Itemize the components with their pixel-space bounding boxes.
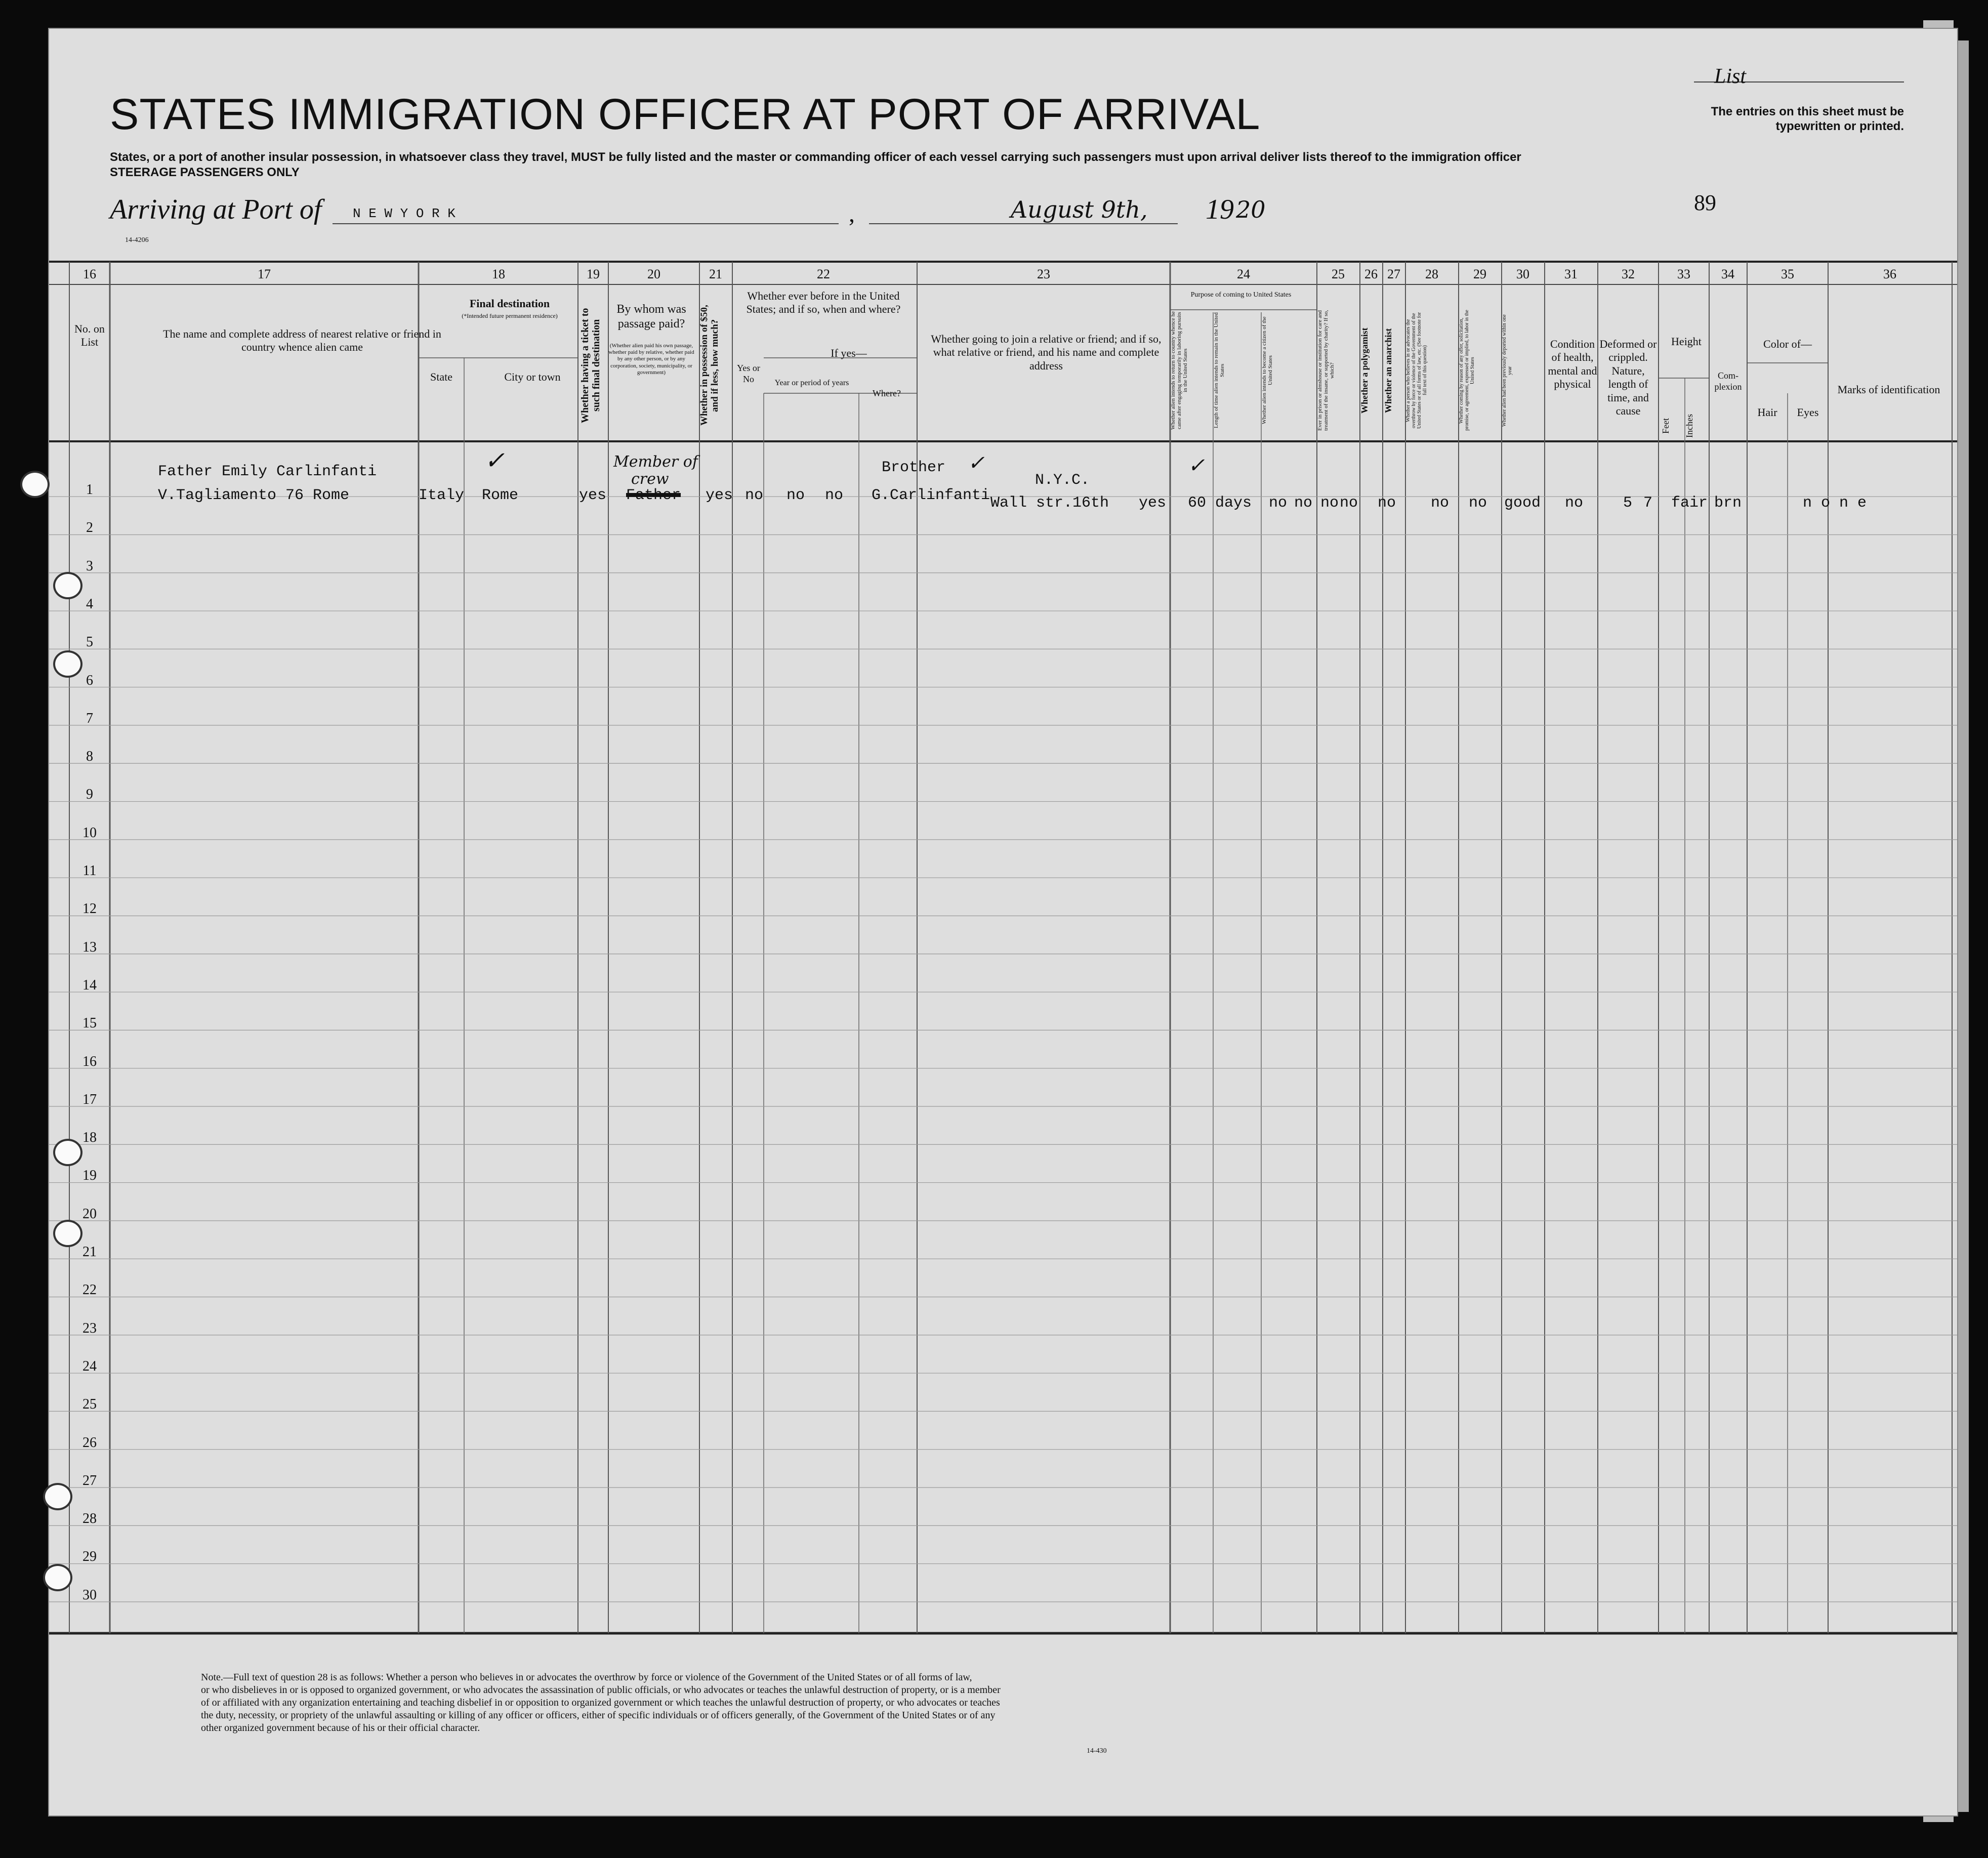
row-number: 13 — [82, 939, 97, 955]
instructions-text: The entries on this sheet must be typewritten or printed. — [1711, 105, 1904, 133]
column-number: 34 — [1721, 267, 1734, 281]
punch-hole — [53, 1139, 82, 1166]
header-if-yes: If yes— — [831, 347, 867, 359]
port-comma: , — [849, 200, 855, 227]
header-length-stay: Length of time alien intends to remain in the United States — [1213, 312, 1226, 429]
height-feet-value: 5 — [1623, 494, 1633, 512]
row-number: 30 — [82, 1587, 97, 1603]
row-number: 12 — [82, 901, 97, 917]
year-value: no — [786, 487, 805, 504]
footnote-line: Note.—Full text of question 28 is as follows: Whether a person who believes in or advocates the overthrow by force or violence of the Government of the United States or of all forms of law, — [201, 1672, 972, 1683]
header-purpose: Purpose of coming to United States — [1190, 291, 1292, 299]
column-number: 22 — [817, 267, 830, 281]
column-number: 33 — [1677, 267, 1690, 281]
row-number: 2 — [86, 520, 93, 536]
row-number: 9 — [86, 787, 93, 803]
header-yes-no: Yes or No — [737, 363, 760, 384]
column-number: 30 — [1516, 267, 1529, 281]
port-label: Arriving at Port of — [110, 194, 322, 225]
row-number: 6 — [86, 672, 93, 688]
row-number: 4 — [86, 596, 93, 612]
header-height: Height — [1671, 335, 1702, 348]
passage-paid-hand: Member of — [613, 453, 698, 471]
polygamist-value: no — [1320, 494, 1339, 512]
column-number: 29 — [1473, 267, 1486, 281]
column-number: 35 — [1781, 267, 1794, 281]
header-intend-return: Whether alien intends to return to country whence he came after engaging temporarily in laboring pursuits in the United States — [1170, 311, 1189, 430]
row-number: 19 — [82, 1168, 97, 1184]
anarchist-value: no — [1340, 494, 1358, 512]
header-passage-paid: By whom was passage paid? — [616, 303, 686, 331]
header-money: Whether in possession of $50, and if less, how much? — [699, 305, 720, 426]
row-number: 18 — [82, 1130, 97, 1146]
row-number: 11 — [82, 863, 97, 879]
prison-value: no — [1294, 494, 1313, 512]
deported-value: no — [1469, 494, 1487, 512]
column-number: 36 — [1883, 267, 1896, 281]
header-before-us: Whether ever before in the United States; and if so, when and where? — [746, 290, 901, 316]
row-number: 27 — [82, 1472, 97, 1489]
page-title: STATES IMMIGRATION OFFICER AT PORT OF ARRIVAL — [110, 90, 1261, 139]
port-value: N E W Y O R K — [353, 206, 455, 221]
punch-hole — [53, 572, 82, 599]
header-final-destination: Final destination — [469, 297, 550, 310]
relative-name: Father Emily Carlinfanti — [158, 463, 377, 480]
row-number: 8 — [86, 749, 93, 765]
ticket-value: yes — [579, 487, 607, 504]
header-city: City or town — [504, 370, 561, 383]
page-number: 89 — [1694, 190, 1716, 215]
hair-eyes-value: brn — [1714, 494, 1742, 512]
column-number: 28 — [1425, 267, 1438, 281]
header-join-relative: Whether going to join a relative or friend; and if so, what relative or friend, and his name and complete address — [931, 333, 1162, 372]
header-inches: Inches — [1684, 414, 1694, 438]
column-number: 21 — [709, 267, 722, 281]
height-inches-value: 7 — [1643, 494, 1653, 512]
checkmark-icon-2: ✓ — [968, 451, 985, 475]
join-address: Wall str.16th — [990, 494, 1109, 512]
header-state: State — [430, 370, 452, 383]
complexion-value: fair — [1671, 494, 1708, 512]
manifest-sheet — [48, 28, 1958, 1816]
row-number: 22 — [82, 1282, 97, 1298]
row-number: 15 — [82, 1015, 97, 1031]
where-value: no — [825, 487, 844, 504]
column-number: 25 — [1332, 267, 1345, 281]
header-no-on-list: No. on List — [74, 322, 105, 349]
row-number: 20 — [82, 1206, 97, 1222]
row-number: 25 — [82, 1396, 97, 1413]
row-number: 28 — [82, 1511, 97, 1527]
ruled-grid — [49, 29, 1957, 1815]
header-hair: Hair — [1757, 406, 1777, 419]
column-number: 27 — [1387, 267, 1400, 281]
header-overthrow: Whether a person who believes in or advocates the overthrow by force or violence of the Government of the United States or of all forms of law, etc. (See footnote for full text of this question) — [1405, 312, 1428, 429]
overthrow-value: no — [1378, 494, 1396, 512]
column-number: 31 — [1564, 267, 1578, 281]
money-value: yes — [706, 487, 733, 504]
header-where: Where? — [873, 388, 901, 398]
row-number: 10 — [82, 824, 97, 841]
page-subtitle: States, or a port of another insular possession, in whatsoever class they travel, MUST be fully listed and the master or commanding officer of each vessel carrying such passengers must upon arrival deliver lists thereof to the immigration officer — [110, 150, 1521, 164]
row-number: 3 — [86, 558, 93, 574]
row-number: 21 — [82, 1244, 97, 1260]
row-number: 7 — [86, 710, 93, 726]
health-value: good — [1504, 494, 1541, 512]
destination-city: Rome — [482, 487, 519, 504]
punch-hole — [43, 1483, 72, 1510]
join-relation: Brother — [882, 459, 946, 476]
header-health: Condition of health, mental and physical — [1548, 338, 1597, 391]
header-complexion: Com- plexion — [1714, 370, 1742, 392]
header-contract-labor: Whether coming by reason of any offer, solicitation, promise, or agreement, expressed or implied, to labor in the United States — [1459, 310, 1475, 431]
form-code: 14-4206 — [125, 236, 149, 244]
passage-paid-hand-2: crew — [631, 470, 669, 488]
checkmark-icon: ✓ — [484, 446, 505, 475]
row-number: 16 — [82, 1053, 97, 1069]
column-number: 23 — [1037, 267, 1050, 281]
before-us-value: no — [745, 487, 764, 504]
contract-value: no — [1431, 494, 1449, 512]
header-year: Year or period of years — [774, 379, 849, 387]
destination-state: Italy — [419, 487, 465, 504]
citizen-value: no — [1269, 494, 1288, 512]
header-deported: Whether alien had been previously deported within one year — [1502, 314, 1513, 427]
column-number: 20 — [647, 267, 660, 281]
marks-value: n o n e — [1803, 494, 1867, 512]
punch-hole — [53, 1220, 82, 1247]
column-number: 24 — [1237, 267, 1250, 281]
footnote-line: the duty, necessity, or propriety of the unlawful assaulting or killing of any officer or officers, either of specific individuals or of officers generally, of the Government of the United States or of any — [201, 1710, 996, 1721]
punch-hole — [20, 471, 50, 498]
join-name: G.Carlinfanti — [872, 487, 990, 504]
length-stay-value: 60 days — [1188, 494, 1252, 512]
row-number: 24 — [82, 1358, 97, 1374]
class-line: STEERAGE PASSENGERS ONLY — [110, 166, 300, 179]
footnote-line: other organized government because of his or their official character. — [201, 1722, 480, 1733]
footnote-line: or who disbelieves in or is opposed to organized government, or who advocates the assassination of public officials, or who advocates or teaches the unlawful destruction of property, or is a member — [201, 1684, 1001, 1696]
header-polygamist: Whether a polygamist — [1359, 327, 1370, 414]
header-relative-address: The name and complete address of nearest relative or friend in country whence alien came — [163, 327, 441, 354]
column-number: 26 — [1364, 267, 1378, 281]
row-number: 29 — [82, 1549, 97, 1565]
list-label: List — [1714, 65, 1747, 88]
header-anarchist: Whether an anarchist — [1383, 328, 1393, 413]
footnote — [201, 1671, 1213, 1735]
checkmark-icon-3: ✓ — [1188, 454, 1205, 477]
column-number: 17 — [258, 267, 271, 281]
row-number: 5 — [86, 634, 93, 650]
header-marks: Marks of identification — [1837, 383, 1940, 396]
header-citizen: Whether alien intends to become a citizen of the United States — [1261, 316, 1274, 425]
year-prefix: 19 — [1206, 194, 1234, 225]
year-handwritten: 20 — [1236, 196, 1266, 223]
deformed-value: no — [1565, 494, 1584, 512]
header-final-destination-note: (*Intended future permanent residence) — [462, 312, 558, 319]
intend-return-value: yes — [1139, 494, 1167, 512]
relative-address: V.Tagliamento 76 Rome — [158, 487, 350, 504]
punch-hole — [43, 1564, 72, 1591]
row-number: 26 — [82, 1434, 97, 1451]
footnote-line: of or affiliated with any organization entertaining and teaching disbelief in or opposition to organized government or which teaches the unlawful destruction of property, or who advocates or teaches — [201, 1697, 1000, 1708]
column-number: 32 — [1622, 267, 1635, 281]
passage-paid-struck: Father — [626, 487, 681, 504]
column-number: 16 — [83, 267, 96, 281]
column-number: 18 — [492, 267, 505, 281]
header-passage-note: (Whether alien paid his own passage, whether paid by relative, whether paid by any other person, or by any corporation, society, municipality, or government) — [608, 343, 694, 376]
row-number: 14 — [82, 977, 97, 993]
join-city: N.Y.C. — [1035, 472, 1090, 489]
header-color-of: Color of— — [1763, 338, 1812, 350]
arrival-date: August 9th, — [1011, 196, 1148, 223]
punch-hole — [53, 650, 82, 678]
column-number: 19 — [587, 267, 600, 281]
header-feet: Feet — [1661, 418, 1671, 434]
row-number: 17 — [82, 1091, 97, 1107]
header-eyes: Eyes — [1797, 406, 1819, 419]
header-prison: Ever in prison or almshouse or institution for care and treatment of the insane, or supported by charity? If so, which? — [1317, 310, 1336, 431]
row-number: 23 — [82, 1320, 97, 1336]
footnote-code: 14-430 — [1087, 1747, 1107, 1755]
row-number: 1 — [86, 482, 93, 498]
header-deformed: Deformed or crippled. Nature, length of time, and cause — [1599, 338, 1657, 417]
header-ticket: Whether having a ticket to such final destination — [579, 308, 602, 423]
